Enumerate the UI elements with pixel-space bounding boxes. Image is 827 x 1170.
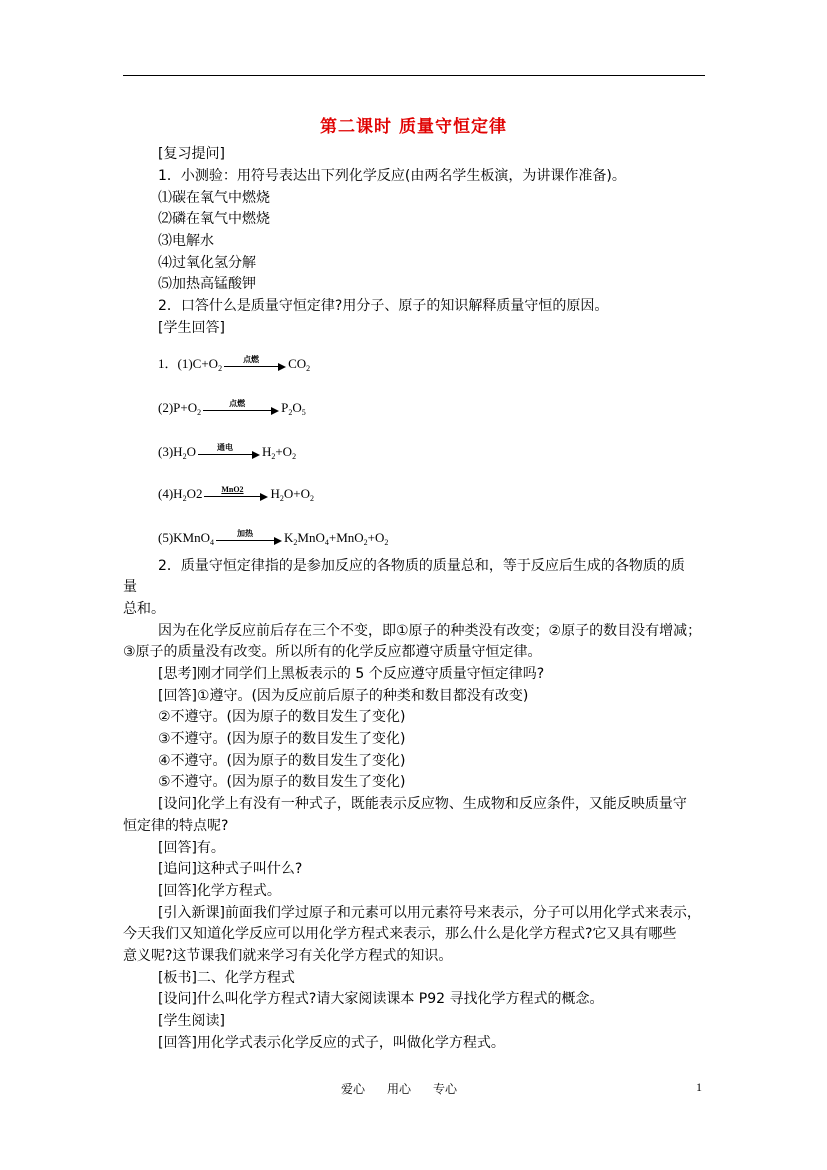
quiz-question: 1．小测验：用符号表达出下列化学反应(由两名学生板演，为讲课作准备)。 [158, 168, 626, 184]
paragraph-line: 量 [123, 579, 137, 595]
answer-line: ④不遵守。(因为原子的数目发生了变化) [158, 753, 406, 769]
reactants: C+O [192, 356, 219, 371]
answer-line: ⑤不遵守。(因为原子的数目发生了变化) [158, 774, 406, 790]
reaction-condition: 加热 [237, 529, 254, 539]
equation-5: (5)KMnO$_4$ 加热 $K_2MnO_4+MnO_2+O_2$ [158, 529, 389, 547]
paragraph-line: 恒定律的特点呢? [123, 818, 229, 834]
paragraph-line: 意义呢?这节课我们就来学习有关化学方程式的知识。 [123, 948, 453, 964]
paragraph-line: 2．质量守恒定律指的是参加反应的各物质的质量总和，等于反应后生成的各物质的质 [158, 558, 685, 574]
equation-2: $(2)P+O_2$ 点燃 $P_2O_5$ [158, 399, 306, 417]
reactants: KMnO [173, 530, 211, 545]
equation-prefix: (4) [158, 486, 174, 501]
footer-text: 爱心 [341, 1082, 366, 1096]
reaction-condition: 通电 [216, 443, 233, 453]
page-title: 第二课时 质量守恒定律 [320, 117, 507, 137]
paragraph-line: [引入新课]前面我们学过原子和元素可以用元素符号来表示，分子可以用化学式来表示， [158, 905, 701, 921]
equation-prefix: (2) [158, 400, 174, 415]
reaction-condition: 点燃 [243, 355, 260, 365]
paragraph-line: [设问]化学上有没有一种式子，既能表示反应物、生成物和反应条件，又能反映质量守 [158, 796, 687, 812]
answer-line: ②不遵守。(因为原子的数目发生了变化) [158, 709, 406, 725]
reactants: H [173, 444, 183, 459]
answer-heading: [学生回答] [158, 320, 225, 336]
page-number: 1 [696, 1080, 702, 1094]
equation-3: $(3)H_2O$ 通电 $H_2+O_2$ [158, 443, 297, 461]
paragraph-line: ③原子的质量没有改变。所以所有的化学反应都遵守质量守恒定律。 [123, 644, 542, 660]
answer-line: [回答]有。 [158, 840, 225, 856]
reaction-arrow-icon [203, 401, 279, 417]
reactants: H [173, 486, 183, 501]
page-footer [341, 1080, 457, 1097]
equation-prefix: 1．(1) [158, 356, 193, 371]
equation-4: $(4)H_2O2$ MnO2 $H_2O+O_2$ [158, 485, 314, 503]
list-item: ⑵磷在氧气中燃烧 [158, 211, 270, 227]
reaction-arrow-icon [204, 487, 268, 503]
list-item: ⑶电解水 [158, 233, 214, 249]
reading-heading: [学生阅读] [158, 1013, 225, 1029]
footer-text: 专心 [433, 1082, 458, 1096]
answer-line: [回答]化学方程式。 [158, 883, 281, 899]
reaction-condition: MnO2 [221, 485, 244, 495]
review-heading: [复习提问] [158, 146, 225, 162]
header-rule [123, 75, 705, 76]
footer-text: 用心 [387, 1082, 412, 1096]
equation-1: 1．$(1)C+O_2$ 点燃 $CO_2$ [158, 355, 311, 373]
paragraph-line: 总和。 [123, 601, 165, 617]
think-question: [思考]刚才同学们上黑板表示的 5 个反应遵守质量守恒定律吗? [158, 666, 545, 682]
board-note: [板书]二、化学方程式 [158, 970, 295, 986]
reaction-arrow-icon [216, 531, 282, 547]
answer-line: [回答]①遵守。(因为反应前后原子的种类和数目都没有改变) [158, 688, 529, 704]
answer-line: ③不遵守。(因为原子的数目发生了变化) [158, 731, 406, 747]
list-item: ⑴碳在氧气中燃烧 [158, 190, 270, 206]
equation-prefix: (3) [158, 444, 174, 459]
reaction-arrow-icon [198, 445, 260, 461]
equation-prefix: (5) [158, 530, 174, 545]
reactants: P+O [173, 400, 198, 415]
reaction-condition: 点燃 [229, 399, 246, 409]
paragraph-line: [设问]什么叫化学方程式?请大家阅读课本 P92 寻找化学方程式的概念。 [158, 991, 604, 1007]
answer-line: [回答]用化学式表示化学反应的式子，叫做化学方程式。 [158, 1035, 505, 1051]
paragraph-line: 今天我们又知道化学反应可以用化学方程式来表示，那么什么是化学方程式?它又具有哪些 [123, 926, 677, 942]
list-item: ⑸加热高锰酸钾 [158, 276, 256, 292]
followup-question: [追问]这种式子叫什么? [158, 861, 303, 877]
list-item: ⑷过氧化氢分解 [158, 255, 256, 271]
paragraph-line: 因为在化学反应前后存在三个不变，即①原子的种类没有改变；②原子的数目没有增减； [158, 623, 702, 639]
reaction-arrow-icon [224, 357, 286, 373]
oral-question: 2．口答什么是质量守恒定律?用分子、原子的知识解释质量守恒的原因。 [158, 298, 609, 314]
